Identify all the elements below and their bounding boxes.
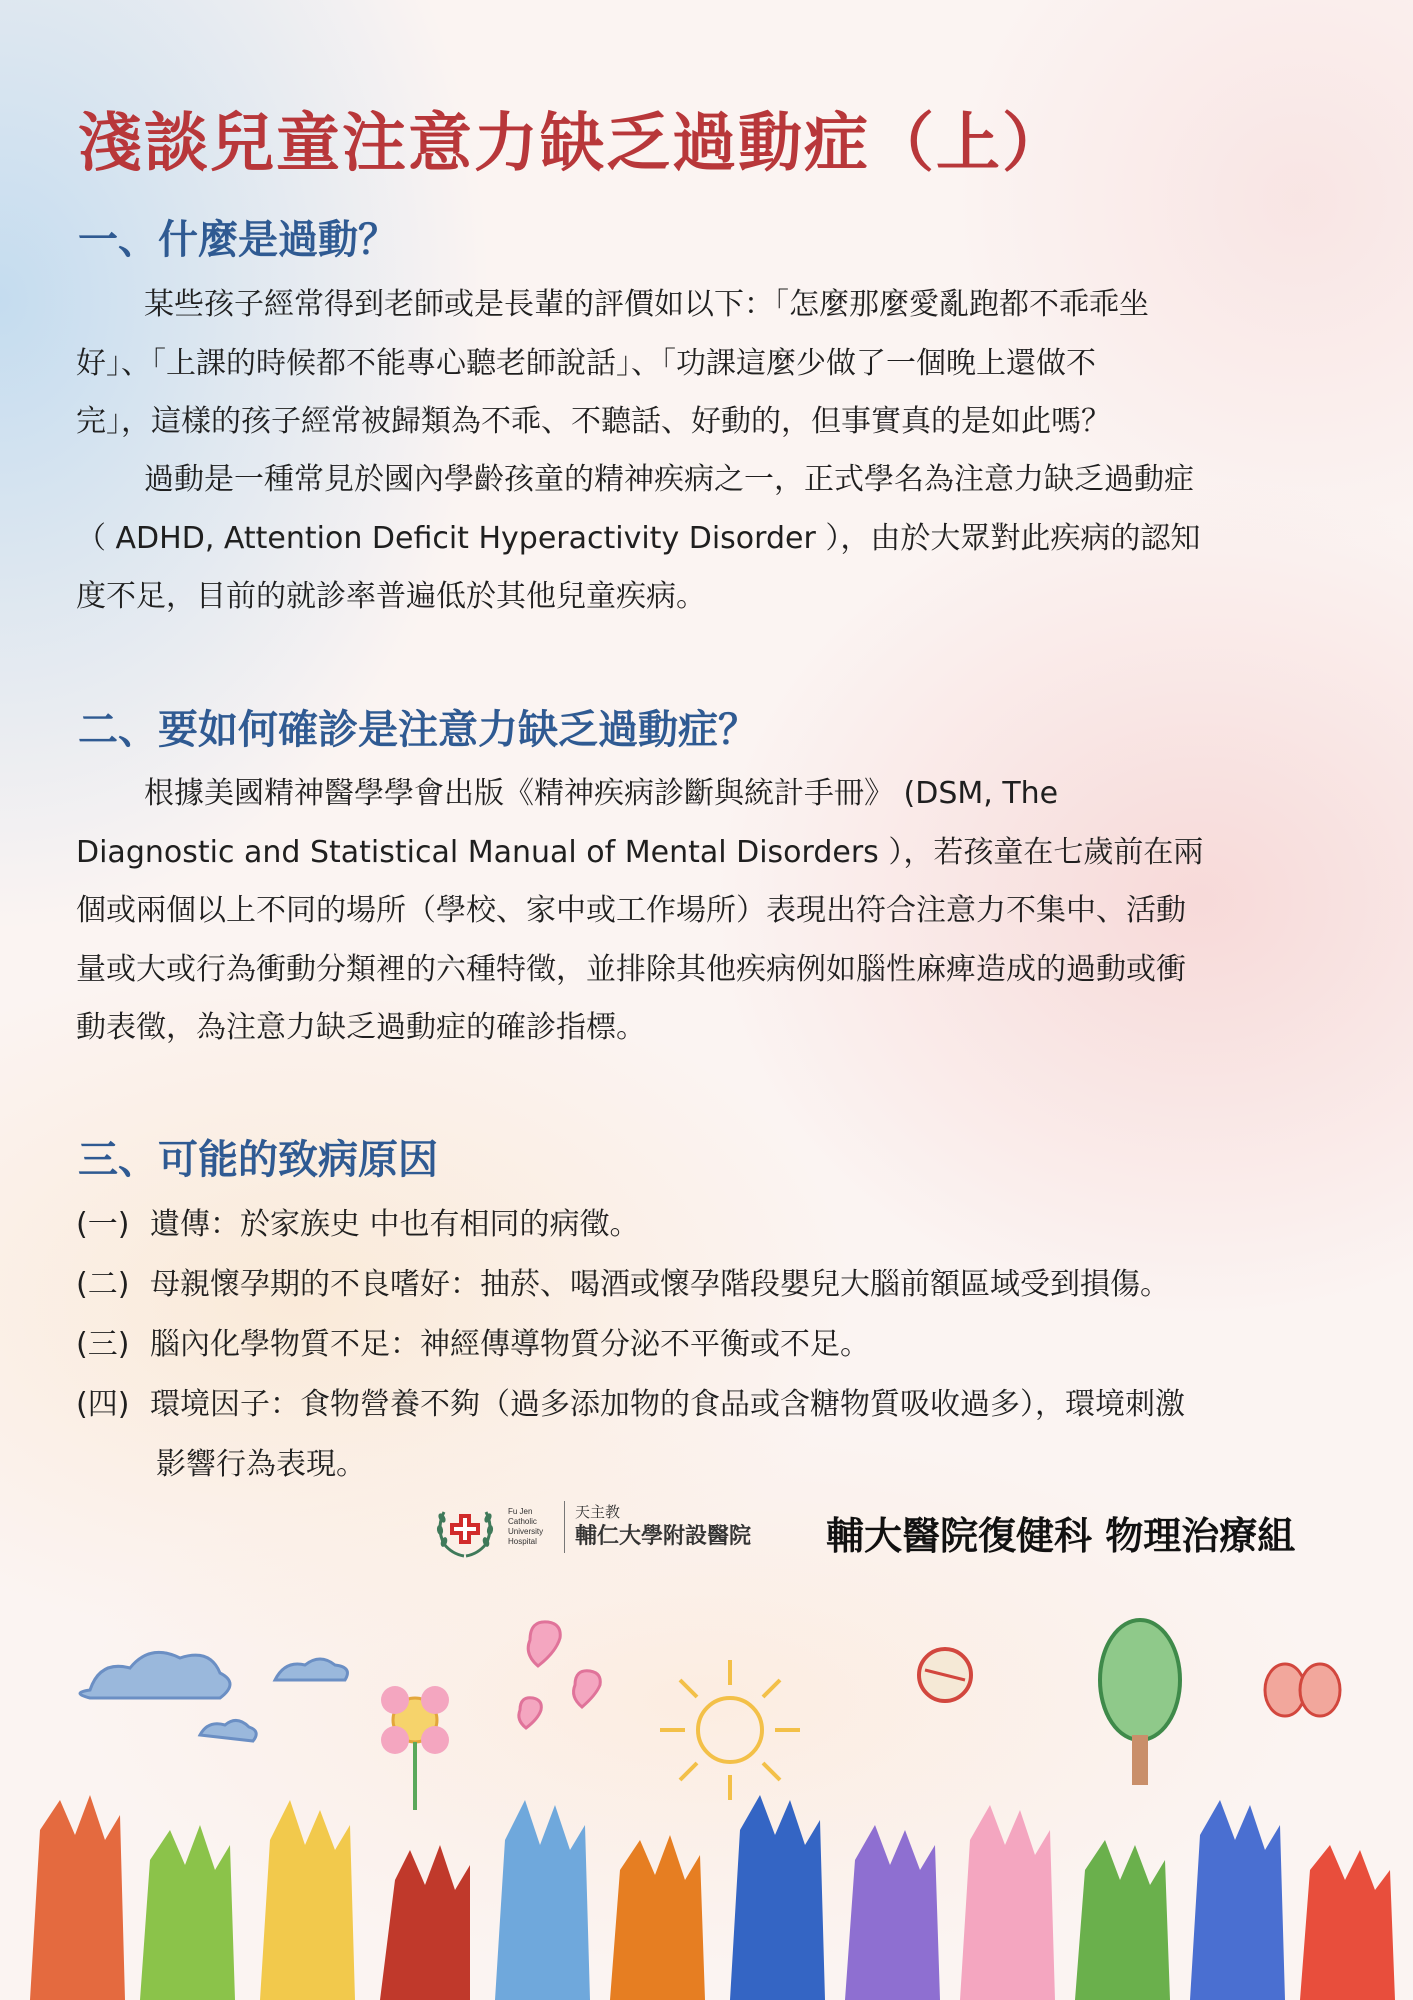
page-title: 淺談兒童注意力缺乏過動症（上）: [78, 107, 1068, 181]
text-line: 量或大或行為衝動分類裡的六種特徵，並排除其他疾病例如腦性麻痺造成的過動或衝: [76, 951, 1186, 987]
tree-icon: [1100, 1620, 1180, 1785]
text-line: 個或兩個以上不同的場所（學校、家中或工作場所）表現出符合注意力不集中、活動: [76, 893, 1186, 928]
flower-icon: [381, 1686, 449, 1810]
hospital-logo: [430, 1492, 751, 1562]
list-item: [76, 1315, 1346, 1375]
text-line: [76, 451, 1344, 510]
logo-chinese-name: [575, 1502, 751, 1552]
logo-english-name: [508, 1507, 560, 1547]
cloud-icon: [275, 1659, 347, 1680]
text-line: [76, 276, 1344, 335]
ladybug-icon: [919, 1649, 971, 1701]
section-2-paragraph: [76, 765, 1344, 1058]
logo-text: 天主教: [575, 1503, 621, 1521]
text-line: 度不足，目前的就診率普遍低於其他兒童疾病。: [76, 579, 706, 614]
cloud-icon: [80, 1652, 230, 1698]
section-1-paragraph-1: [76, 276, 1344, 452]
list-item-number: (四): [76, 1387, 130, 1422]
text-line: 好」、「上課的時候都不能專心聽老師說話」、「功課這麼少做了一個晚上還做不: [76, 345, 1096, 381]
logo-text: Hospital: [508, 1537, 537, 1546]
text-line: [76, 765, 1344, 824]
logo-text: Fu Jen: [508, 1507, 533, 1516]
logo-text: University: [508, 1527, 544, 1536]
list-item: [76, 1255, 1346, 1315]
list-item: [76, 1195, 1346, 1255]
heart-icon: [519, 1622, 600, 1728]
sun-icon: [660, 1660, 800, 1800]
list-item-text: 遺傳：於家族史 中也有相同的病徵。: [150, 1207, 640, 1242]
department-name: 輔大醫院復健科 物理治療組: [826, 1514, 1296, 1558]
text-line: Diagnostic and Statistical Manual of Mental Disorders ），若孩童在七歲前在兩: [76, 834, 1204, 870]
decorative-hands-illustration: [0, 1600, 1413, 2000]
list-item-number: (三): [76, 1327, 130, 1362]
cloud-icon: [200, 1720, 256, 1741]
section-2-heading: 二、要如何確診是注意力缺乏過動症？: [78, 707, 758, 753]
hospital-emblem-icon: [430, 1492, 500, 1562]
list-item: [76, 1375, 1346, 1435]
section-1-heading: 一、什麼是過動？: [78, 217, 398, 263]
list-item-text: 母親懷孕期的不良嗜好：抽菸、喝酒或懷孕階段嬰兒大腦前額區域受到損傷。: [150, 1267, 1170, 1302]
list-item-continuation: 影響行為表現。: [156, 1447, 366, 1482]
list-item-number: (一): [76, 1207, 130, 1242]
painted-hands-icon: [30, 1795, 1395, 2000]
section-1-paragraph-2: [76, 451, 1344, 627]
list-item-text: 腦內化學物質不足：神經傳導物質分泌不平衡或不足。: [150, 1327, 870, 1362]
text-line: 動表徵，為注意力缺乏過動症的確診指標。: [76, 1010, 646, 1045]
section-3-heading: 三、可能的致病原因: [78, 1137, 438, 1183]
text-line-content: 某些孩子經常得到老師或是長輩的評價如以下：「怎麼那麼愛亂跑都不乖乖坐: [144, 287, 1149, 322]
list-item-text: 環境因子：食物營養不夠（過多添加物的食品或含糖物質吸收過多），環境刺激: [150, 1387, 1185, 1422]
cause-list: [76, 1195, 1346, 1495]
text-line-content: 過動是一種常見於國內學齡孩童的精神疾病之一，正式學名為注意力缺乏過動症: [144, 462, 1194, 497]
text-line: 完」，這樣的孩子經常被歸類為不乖、不聽話、好動的，但事實真的是如此嗎？: [76, 404, 1111, 439]
logo-text: 輔仁大學附設醫院: [575, 1524, 752, 1549]
text-line-content: 根據美國精神醫學學會出版《精神疾病診斷與統計手冊》 (DSM, The: [144, 776, 1059, 811]
logo-divider: [564, 1501, 565, 1553]
list-item-number: (二): [76, 1267, 130, 1302]
text-line: （ ADHD, Attention Deficit Hyperactivity Disorder ），由於大眾對此疾病的認知: [76, 520, 1201, 556]
butterfly-icon: [1265, 1664, 1340, 1716]
logo-text: Catholic: [508, 1517, 537, 1526]
